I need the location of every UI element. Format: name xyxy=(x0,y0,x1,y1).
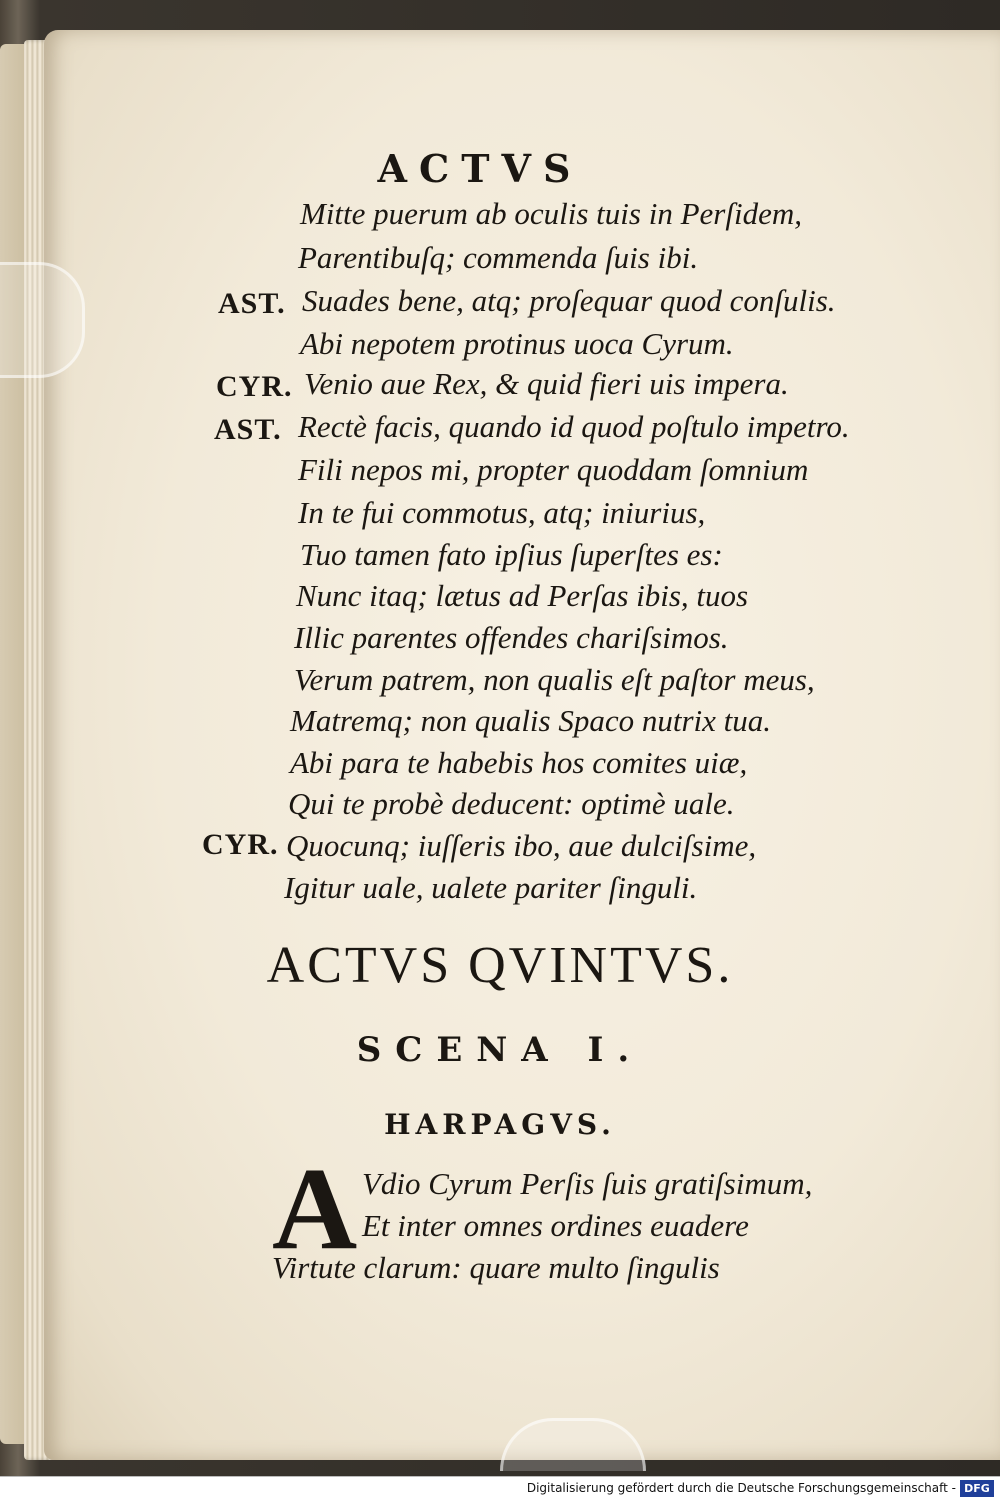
verse-line: Suades bene, atq; proſequar quod conſulis. xyxy=(302,283,836,318)
verse-line: Et inter omnes ordines euadere xyxy=(362,1208,749,1243)
dfg-logo: DFG xyxy=(960,1480,994,1497)
character-heading: HARPAGVS. xyxy=(384,1108,616,1141)
verse-line: Abi para te habebis hos comites uiæ, xyxy=(290,745,748,780)
running-head: ACTVS xyxy=(377,146,583,191)
verse-line: Rectè facis, quando id quod poſtulo impetro. xyxy=(298,409,850,444)
scene-heading: SCENA I. xyxy=(356,1030,644,1070)
verse-line: Parentibuſq; commenda ſuis ibi. xyxy=(298,240,699,275)
act-heading: ACTVS QVINTVS. xyxy=(266,937,734,994)
verse-line: Vdio Cyrum Perſis ſuis gratiſsimum, xyxy=(362,1166,813,1201)
verse-line: Mitte puerum ab oculis tuis in Perſidem, xyxy=(300,196,802,231)
verse-line: Illic parentes offendes chariſsimos. xyxy=(294,620,729,655)
footer-bar xyxy=(0,1476,1000,1501)
verse-line: Quocunq; iuſſeris ibo, aue dulciſsime, xyxy=(286,828,757,863)
funding-credit: Digitalisierung gefördert durch die Deutsche Forschungsgemeinschaft - xyxy=(526,1481,956,1495)
speaker-label: CYR. xyxy=(216,370,293,403)
verse-line: In te fui commotus, atq; iniurius, xyxy=(298,495,706,530)
drop-cap: A xyxy=(272,1143,358,1274)
speaker-label: AST. xyxy=(214,413,282,446)
verse-line: Igitur uale, ualete pariter ſinguli. xyxy=(284,870,698,905)
verse-line: Qui te probè deducent: optimè uale. xyxy=(288,786,735,821)
verse-line: Venio aue Rex, & quid fieri uis impera. xyxy=(304,366,789,401)
speaker-label: AST. xyxy=(218,287,286,320)
verse-line: Nunc itaq; lætus ad Perſas ibis, tuos xyxy=(296,578,749,613)
verse-line: Fili nepos mi, propter quoddam ſomnium xyxy=(298,452,809,487)
verse-line: Matremq; non qualis Spaco nutrix tua. xyxy=(290,703,772,738)
verse-line: Abi nepotem protinus uoca Cyrum. xyxy=(300,326,734,361)
verse-line: Virtute clarum: quare multo ſingulis xyxy=(272,1250,720,1285)
speaker-label: CYR. xyxy=(202,828,279,861)
verse-line: Verum patrem, non qualis eſt paſtor meus, xyxy=(294,662,815,697)
verse-line: Tuo tamen fato ipſius ſuperſtes es: xyxy=(300,537,723,572)
